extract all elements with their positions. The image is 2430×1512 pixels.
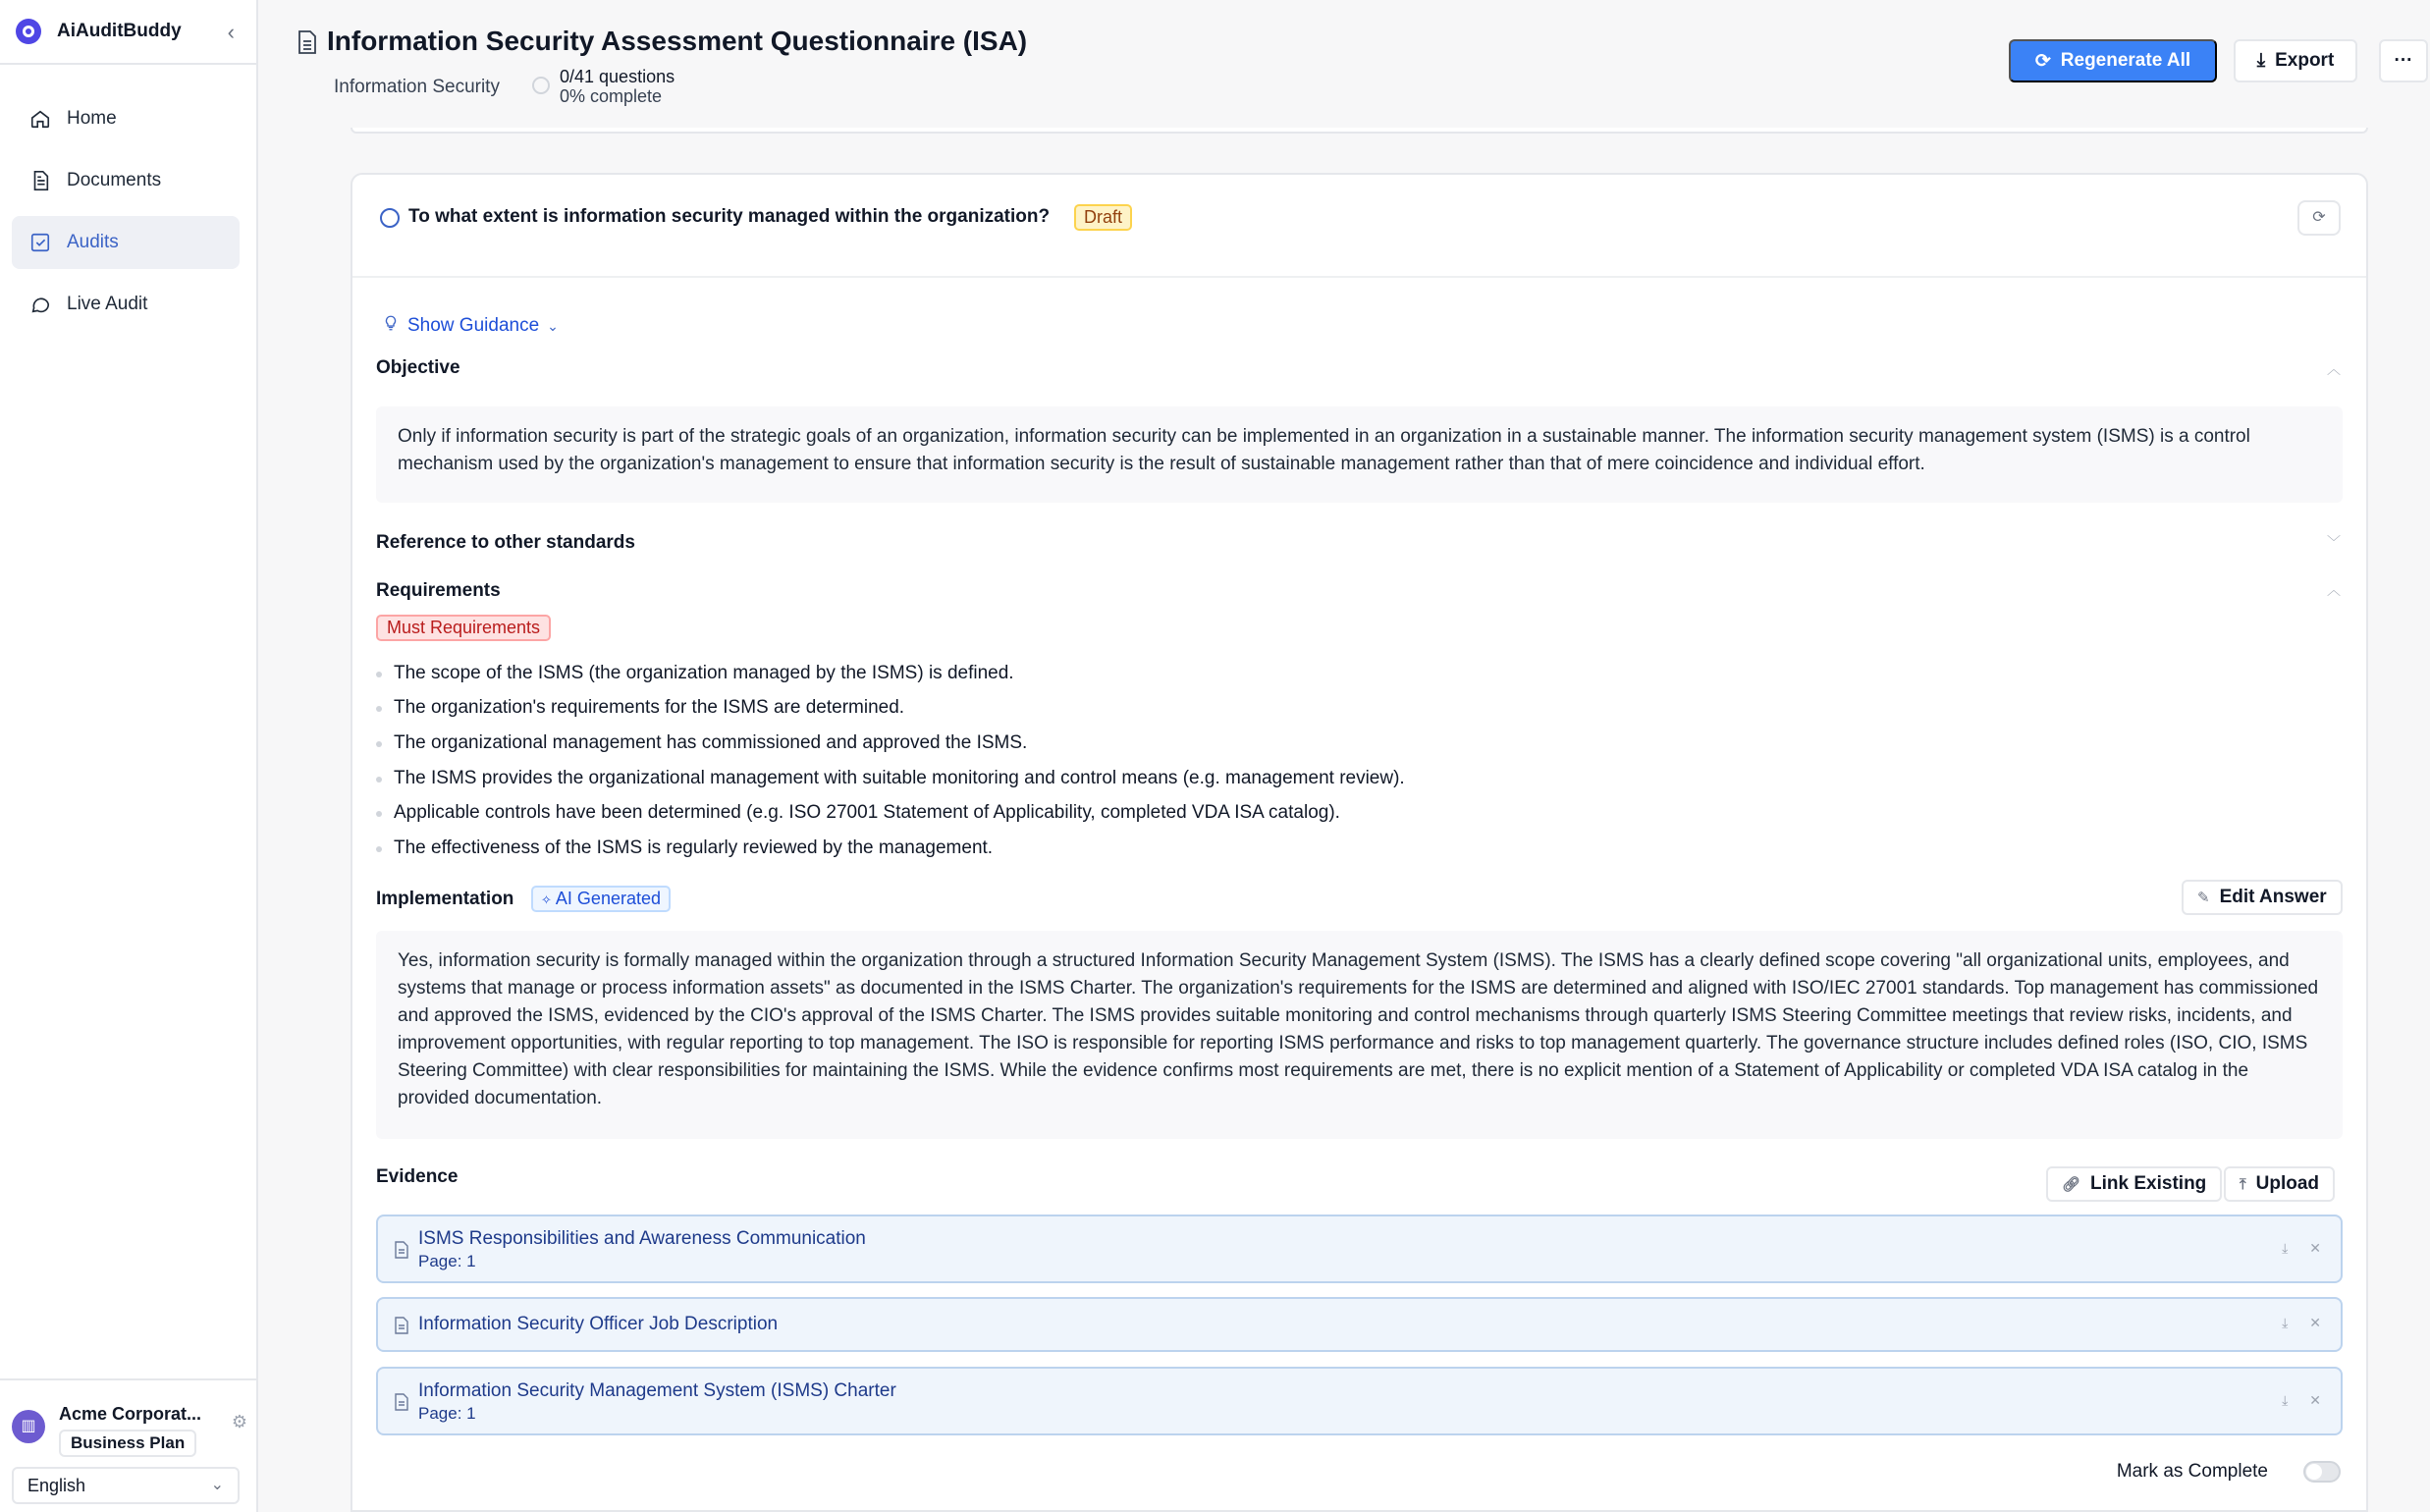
question-header — [352, 175, 2366, 278]
requirement-text: The ISMS provides the organizational management with suitable monitoring and control means (e.g. management review). — [394, 767, 1405, 788]
upload-icon: ⤒ — [2240, 1175, 2246, 1193]
sidebar — [0, 0, 258, 1512]
chevron-up-icon[interactable]: ︿ — [2327, 582, 2341, 598]
evidence-title[interactable]: ISMS Responsibilities and Awareness Communication — [418, 1228, 866, 1249]
upload-button[interactable] — [2224, 1166, 2335, 1202]
export-button[interactable] — [2234, 39, 2357, 82]
page-header — [258, 0, 2430, 128]
document-icon — [29, 170, 51, 191]
list-item — [376, 795, 2143, 831]
implementation-text: Yes, information security is formally managed within the organization through a structured Information Security Management System (ISMS). The ISMS has a clearly defined scope covering "all organizational units, employees, and systems that manage or process information assets" as documented in the ISMS Charter. The organization's requirements for the ISMS are determined and aligned with ISO/IEC 27001 standards. Top management has commissioned and approved the ISMS, evidenced by the CIO's approval of the ISMS Charter. The ISMS provides suitable monitoring and control mechanisms through quarterly ISMS Steering Committee meetings that review risks, incidents, and improvement opportunities, with regular reporting to top management. The ISO is responsible for reporting ISMS performance and risks to top management quarterly. The governance structure includes defined roles (ISO, CIO, ISMS Steering Committee) with clear responsibilities for maintaining the ISMS. While the evidence confirms most requirements are met, there is no explicit mention of a Statement of Applicability or completed VDA ISA catalog in the provided documentation. — [376, 931, 2343, 1139]
evidence-title[interactable]: Information Security Management System (ISMS) Charter — [418, 1380, 896, 1401]
file-icon — [394, 1241, 409, 1259]
more-icon: ··· — [2394, 50, 2413, 71]
chat-bubble-icon — [29, 294, 51, 315]
requirement-text: The scope of the ISMS (the organization managed by the ISMS) is defined. — [394, 662, 1014, 683]
question-status-icon[interactable] — [380, 208, 400, 228]
download-icon[interactable]: ⤓ — [2282, 1315, 2289, 1330]
sidebar-item-home[interactable] — [12, 92, 240, 145]
pencil-icon: ✎ — [2197, 890, 2210, 906]
app-name: AiAuditBuddy — [57, 21, 182, 41]
list-item — [376, 831, 2143, 866]
sidebar-footer — [0, 1378, 256, 1512]
evidence-item[interactable] — [376, 1215, 2343, 1283]
reference-title[interactable]: Reference to other standards — [376, 532, 635, 553]
evidence-page: Page: 1 — [418, 1404, 476, 1423]
export-label: Export — [2275, 50, 2335, 71]
previous-card-edge — [351, 128, 2368, 134]
question-text: To what extent is information security managed within the organization? — [408, 206, 1051, 227]
link-existing-button[interactable] — [2046, 1166, 2222, 1202]
must-requirements-badge: Must Requirements — [376, 615, 551, 641]
category-label: Information Security — [334, 77, 500, 97]
bullet-icon — [376, 706, 382, 712]
remove-icon[interactable]: ✕ — [2309, 1240, 2321, 1256]
remove-icon[interactable]: ✕ — [2309, 1315, 2321, 1330]
sidebar-item-label: Audits — [67, 232, 119, 252]
bullet-icon — [376, 777, 382, 783]
home-icon — [29, 108, 51, 130]
chevron-up-icon[interactable]: ︿ — [2327, 361, 2341, 377]
page-title: Information Security Assessment Questionnaire (ISA) — [327, 26, 1028, 56]
chevron-down-icon[interactable]: ﹀ — [2327, 534, 2341, 550]
objective-text: Only if information security is part of the strategic goals of an organization, information security can be implemented in an organization in a sustainable manner. The information security management system (ISMS) is a control mechanism used by the organization's management to ensure that information security is the result of sustainable management rather than that of mere coincidence and individual effort. — [376, 406, 2343, 503]
requirements-list — [376, 656, 2143, 866]
requirement-text: The effectiveness of the ISMS is regularly reviewed by the management. — [394, 837, 994, 858]
link-icon: 🔗︎ — [2062, 1176, 2081, 1193]
ai-generated-label: AI Generated — [555, 889, 661, 908]
refresh-icon: ⟳ — [2034, 50, 2051, 72]
bullet-icon — [376, 741, 382, 747]
questions-count: 0/41 questions — [560, 67, 675, 86]
show-guidance-label: Show Guidance — [407, 315, 540, 336]
evidence-page: Page: 1 — [418, 1252, 476, 1270]
sidebar-item-documents[interactable] — [12, 154, 240, 207]
app-logo-icon — [16, 19, 41, 44]
download-icon: ⤓ — [2256, 50, 2266, 71]
sidebar-item-label: Documents — [67, 170, 162, 190]
settings-gear-icon[interactable]: ⚙ — [231, 1412, 247, 1431]
brand — [0, 0, 256, 65]
remove-icon[interactable]: ✕ — [2309, 1392, 2321, 1408]
bullet-icon — [376, 846, 382, 852]
audit-check-icon — [29, 232, 51, 253]
bullet-icon — [376, 672, 382, 677]
more-options-button[interactable] — [2379, 39, 2428, 82]
document-icon — [296, 29, 319, 55]
bullet-icon — [376, 811, 382, 817]
regenerate-question-button[interactable]: ⟳ — [2297, 200, 2341, 236]
implementation-title: Implementation — [376, 889, 514, 909]
sidebar-item-label: Live Audit — [67, 294, 148, 314]
show-guidance-toggle[interactable] — [382, 314, 559, 338]
progress-ring-icon — [532, 77, 550, 94]
download-icon[interactable]: ⤓ — [2282, 1240, 2289, 1256]
organization-switcher[interactable] — [12, 1398, 247, 1453]
edit-answer-label: Edit Answer — [2219, 887, 2327, 907]
sidebar-nav — [12, 92, 240, 340]
chevron-down-icon: ⌄ — [210, 1477, 224, 1493]
status-badge: Draft — [1074, 204, 1132, 231]
mark-complete-toggle[interactable] — [2303, 1461, 2341, 1483]
sidebar-item-label: Home — [67, 108, 117, 129]
chevron-down-icon: ⌄ — [547, 317, 559, 334]
requirements-title[interactable]: Requirements — [376, 580, 501, 601]
sparkle-icon: ✧ — [541, 892, 552, 907]
question-card — [351, 173, 2368, 1512]
requirement-text: The organization's requirements for the ISMS are determined. — [394, 697, 905, 719]
evidence-item[interactable] — [376, 1297, 2343, 1352]
evidence-title: Evidence — [376, 1166, 459, 1187]
plan-badge: Business Plan — [59, 1430, 196, 1457]
list-item — [376, 726, 2143, 761]
link-existing-label: Link Existing — [2090, 1173, 2207, 1194]
upload-label: Upload — [2255, 1173, 2320, 1194]
list-item — [376, 656, 2143, 691]
regenerate-all-button[interactable] — [2009, 39, 2217, 82]
collapse-sidebar-icon[interactable]: ‹ — [227, 20, 235, 44]
file-icon — [394, 1393, 409, 1411]
file-icon — [394, 1317, 409, 1334]
ai-generated-badge — [531, 886, 671, 912]
requirement-text: The organizational management has commissioned and approved the ISMS. — [394, 731, 1028, 753]
list-item — [376, 691, 2143, 727]
sidebar-item-live-audit[interactable] — [12, 278, 240, 331]
lightbulb-icon — [382, 314, 400, 338]
percent-complete: 0% complete — [560, 86, 663, 106]
organization-name: Acme Corporat... — [59, 1404, 202, 1424]
objective-title[interactable]: Objective — [376, 357, 460, 378]
evidence-title[interactable]: Information Security Officer Job Description — [418, 1314, 779, 1334]
language-select[interactable] — [12, 1467, 240, 1504]
evidence-item[interactable] — [376, 1367, 2343, 1435]
organization-icon: ▥ — [12, 1410, 45, 1443]
mark-complete-label: Mark as Complete — [2116, 1461, 2268, 1482]
download-icon[interactable]: ⤓ — [2282, 1392, 2289, 1408]
language-value: English — [27, 1476, 86, 1495]
edit-answer-button[interactable] — [2182, 880, 2343, 915]
requirement-text: Applicable controls have been determined (e.g. ISO 27001 Statement of Applicability, completed VDA ISA catalog). — [394, 802, 1340, 824]
sidebar-item-audits[interactable] — [12, 216, 240, 269]
regenerate-all-label: Regenerate All — [2060, 50, 2191, 71]
list-item — [376, 761, 2143, 796]
